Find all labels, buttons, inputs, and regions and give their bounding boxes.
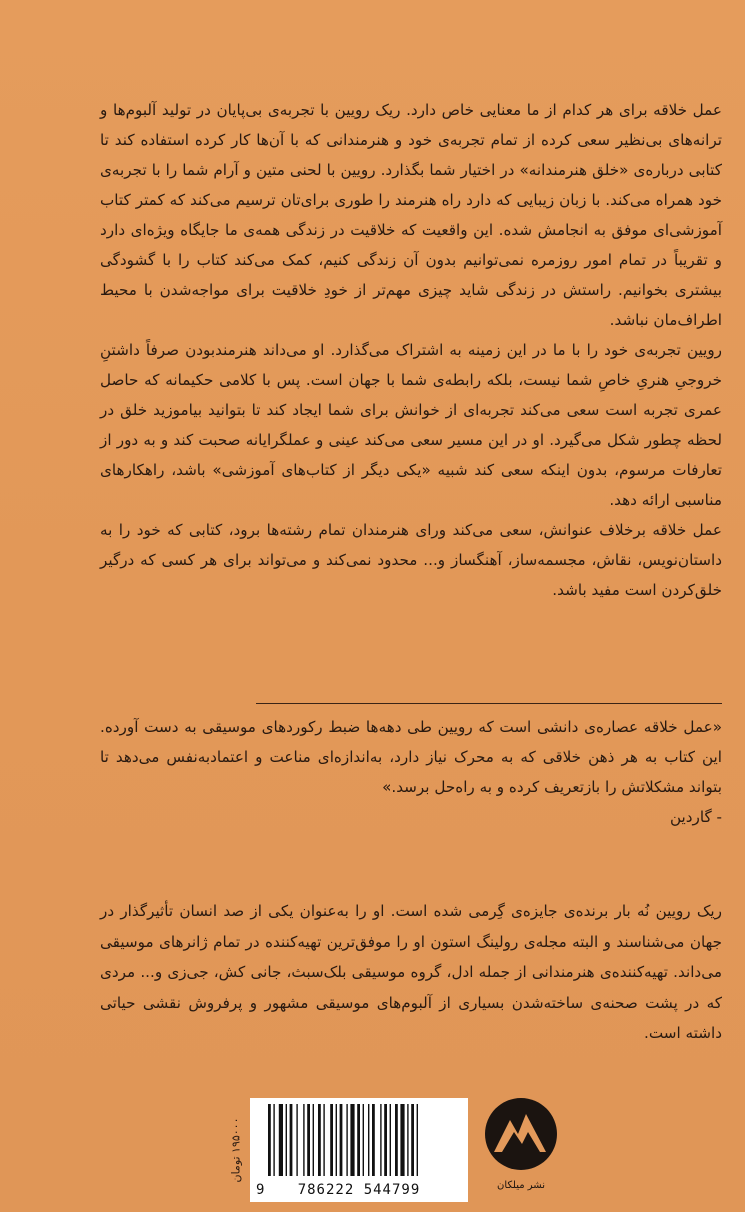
- review-quote: [100, 712, 722, 832]
- mountains-icon: [484, 1092, 558, 1178]
- barcode-number: [250, 1182, 468, 1198]
- quote-source: - گاردین: [669, 808, 722, 826]
- publisher-logo: [484, 1092, 558, 1202]
- section-divider: [256, 703, 722, 704]
- price-label: [228, 1098, 244, 1202]
- author-bio: [100, 896, 722, 1049]
- quote-text: «عمل خلاقه عصاره‌ی دانشی است که رویین طی دهه‌ها ضبط رکوردهای موسیقی به دست آورده. این کتاب به هر ذهن خلاقی که به محرک نیاز دارد، به‌اندازه‌ای مناعت و اعتمادبه‌نفس می‌دهد تا بتواند مشکلاتش را بازتعریف کرده و به راه‌حل برسد.»: [100, 718, 722, 796]
- barcode-bars: [268, 1104, 450, 1176]
- barcode-lead-digit: 9: [256, 1182, 266, 1198]
- description-paragraph-1: عمل خلاقه برای هر کدام از ما معنایی خاص دارد. ریک رویین با تجربه‌ی بی‌پایان در تولید آلبوم‌ها و ترانه‌های بی‌نظیر سعی کرده از تمام تجربه‌ی خود و هنرمندانی که با آن‌ها کار کرده استفاده کند تا کتابی درباره‌ی «خلق هنرمندانه» در اختیار شما بگذارد. رویین با لحنی متین و آرام شما را با تجربه‌ی خود همراه می‌کند. با زبان زیبایی که دارد راه هنرمند را طوری برای‌تان ترسیم می‌کند که کمتر کتاب آموزشی‌ای موفق به انجامش شده. این واقعیت که خلاقیت در زندگی همه‌ی ما جایگاه ویژه‌ای دارد و تقریباً در تمام امور روزمره نمی‌توانیم بدون آن زندگی کنیم، کمک می‌کند کتاب را با گشودگی بیشتری بخوانیم. راستش در زندگی شاید چیزی مهم‌تر از خودِ خلاقیت برای مواجه‌شدن با محیط اطراف‌مان نباشد.: [100, 101, 722, 329]
- publisher-name: نشر میلکان: [497, 1180, 545, 1191]
- book-description: [100, 95, 722, 605]
- price-text: ۱۹۵۰۰۰ تومان: [229, 1117, 243, 1183]
- author-bio-text: ریک رویین نُه بار برنده‌ی جایزه‌ی گِرمی شده است. او را به‌عنوان یکی از صد انسان تأثیرگذار در جهان می‌شناسند و البته مجله‌ی رولینگ استون او را موفق‌ترین تهیه‌کننده در تمام ژانرهای موسیقی می‌داند. تهیه‌کننده‌ی هنرمندانی از جمله ادل، گروه موسیقی بلک‌سبث، جانی کش، جی‌زی و... مردی که در پشت صحنه‌ی ساخته‌شدن بسیاری از آلبوم‌های موسیقی مشهور و پرفروش نقشی حیاتی داشته است.: [100, 902, 722, 1042]
- isbn-barcode: [250, 1098, 468, 1202]
- description-paragraph-2: رویین تجربه‌ی خود را با ما در این زمینه به اشتراک می‌گذارد. او می‌داند هنرمندبودن صرفاً داشتنِ خروجیِ هنریِ خاصِ شما نیست، بلکه رابطه‌ی شما با جهان است. پس با کلامی حکیمانه که حاصل عمری تجربه است سعی می‌کند تجربه‌ای از خوانش برای شما ایجاد کند تا بتوانید بیاموزید خلق در لحظه چطور شکل می‌گیرد. او در این مسیر سعی می‌کند عینی و عملگرایانه صحبت کند و به دور از تعارفات مرسوم، بدون اینکه سعی کند شبیه «یکی دیگر از کتاب‌های آموزشی» باشد، راهکارهای مناسبی ارائه دهد.: [100, 341, 722, 509]
- barcode-digits: 786222 544799: [297, 1182, 421, 1198]
- description-paragraph-3: عمل خلاقه برخلاف عنوانش، سعی می‌کند ورای هنرمندان تمام رشته‌ها برود، کتابی که خود را به داستان‌نویس، نقاش، مجسمه‌ساز، آهنگساز و... محدود نمی‌کند و می‌تواند برای هر کسی که درگیر خلق‌کردن است مفید باشد.: [100, 521, 722, 599]
